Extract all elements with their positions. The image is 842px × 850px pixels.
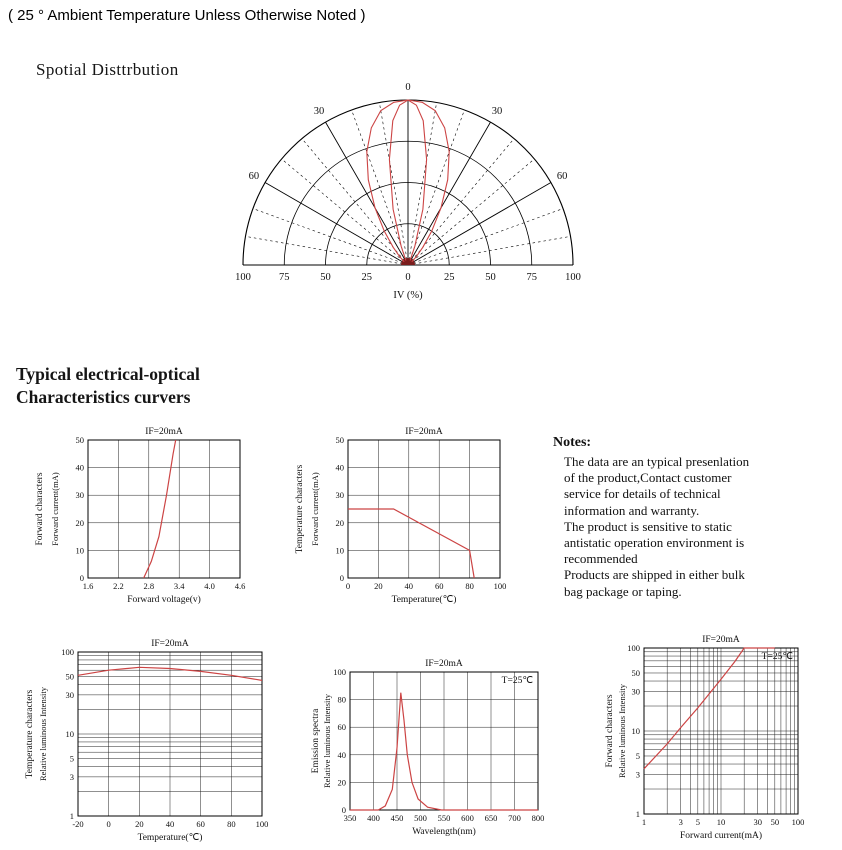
svg-text:-20: -20	[72, 819, 84, 829]
section-heading	[16, 363, 200, 409]
svg-text:0: 0	[106, 819, 111, 829]
svg-text:100: 100	[493, 581, 507, 591]
notes-line: The data are an typical presenlation	[564, 454, 750, 469]
svg-text:2.2: 2.2	[113, 581, 124, 591]
notes-title: Notes:	[553, 435, 592, 450]
svg-text:3: 3	[678, 817, 683, 827]
svg-text:20: 20	[374, 581, 383, 591]
svg-text:3.4: 3.4	[173, 581, 185, 591]
svg-text:IF=20mA: IF=20mA	[145, 427, 183, 437]
svg-text:60: 60	[556, 171, 568, 182]
svg-text:Relative luminous Intensity: Relative luminous Intensity	[322, 694, 332, 788]
svg-text:60: 60	[434, 581, 444, 591]
svg-text:30: 30	[491, 105, 503, 117]
section-heading-line2: Characteristics curvers	[16, 387, 191, 407]
notes-line: The product is sensitive to static	[564, 518, 732, 534]
svg-text:100: 100	[333, 667, 346, 677]
svg-text:4.0: 4.0	[204, 581, 215, 591]
svg-text:50: 50	[335, 435, 344, 445]
svg-text:100: 100	[627, 643, 640, 653]
emission-spectra-chart	[298, 648, 560, 848]
notes-line: antistatic operation environment is	[564, 535, 745, 551]
svg-text:Forward characters: Forward characters	[605, 694, 615, 768]
svg-text:40: 40	[404, 581, 414, 591]
svg-text:50: 50	[770, 817, 780, 827]
svg-text:600: 600	[461, 813, 474, 823]
svg-text:50: 50	[75, 435, 84, 445]
svg-text:100: 100	[255, 819, 269, 829]
svg-text:5: 5	[69, 753, 74, 764]
svg-text:Forward current(mA): Forward current(mA)	[50, 472, 60, 546]
svg-text:40: 40	[335, 462, 344, 473]
svg-text:Relative luminous Intensity: Relative luminous Intensity	[617, 684, 627, 778]
svg-text:400: 400	[367, 813, 380, 823]
svg-text:5: 5	[635, 750, 640, 761]
svg-text:80: 80	[465, 581, 474, 591]
svg-text:25: 25	[444, 272, 455, 283]
svg-text:100: 100	[565, 272, 581, 283]
svg-text:30: 30	[335, 490, 344, 501]
svg-text:20: 20	[135, 819, 144, 829]
notes-line: Products are shipped in either bulk	[564, 567, 745, 583]
svg-text:IF=20mA: IF=20mA	[151, 639, 189, 649]
svg-text:IV (%): IV (%)	[393, 290, 423, 301]
svg-text:30: 30	[631, 686, 640, 697]
notes-line: service for details of technical	[564, 486, 721, 502]
svg-text:30: 30	[65, 689, 74, 700]
svg-text:100: 100	[791, 817, 805, 827]
svg-text:T=25℃: T=25℃	[761, 652, 793, 662]
notes-line: bag package or taping.	[564, 583, 682, 599]
svg-text:60: 60	[248, 171, 260, 182]
svg-text:50: 50	[320, 272, 331, 283]
svg-text:20: 20	[75, 517, 84, 528]
svg-text:80: 80	[337, 694, 346, 705]
svg-text:Forward current(mA): Forward current(mA)	[310, 472, 320, 546]
svg-text:100: 100	[61, 647, 74, 657]
svg-text:0: 0	[339, 573, 344, 583]
svg-text:800: 800	[531, 813, 545, 823]
svg-text:IF=20mA: IF=20mA	[405, 427, 443, 437]
forward-voltage-current-chart	[28, 424, 268, 620]
svg-text:650: 650	[484, 813, 498, 823]
notes-lines	[553, 454, 841, 600]
svg-text:20: 20	[337, 777, 346, 788]
svg-text:IF=20mA: IF=20mA	[425, 659, 463, 669]
svg-text:Relative luminous Intensity: Relative luminous Intensity	[38, 687, 48, 781]
notes-line: recommended	[564, 551, 638, 567]
svg-text:IF=20mA: IF=20mA	[702, 635, 740, 645]
notes-block	[553, 435, 841, 600]
svg-text:0: 0	[79, 573, 84, 583]
svg-text:1: 1	[69, 811, 74, 821]
svg-text:4.6: 4.6	[234, 581, 246, 591]
svg-text:80: 80	[227, 819, 236, 829]
svg-text:T=25℃: T=25℃	[501, 676, 533, 686]
svg-text:0: 0	[405, 272, 411, 283]
svg-text:3: 3	[635, 769, 640, 780]
svg-text:700: 700	[508, 813, 521, 823]
svg-text:350: 350	[343, 813, 357, 823]
svg-text:Wavelength(nm): Wavelength(nm)	[412, 827, 476, 837]
svg-text:500: 500	[414, 813, 427, 823]
spatial-distribution-polar-chart	[210, 78, 610, 318]
svg-text:Temperature(℃): Temperature(℃)	[137, 833, 203, 843]
svg-text:30: 30	[313, 105, 325, 117]
notes-line: of the product,Contact customer	[564, 470, 732, 486]
svg-text:450: 450	[390, 813, 404, 823]
svg-text:100: 100	[235, 272, 251, 283]
svg-text:50: 50	[65, 671, 74, 682]
svg-text:0: 0	[341, 805, 346, 815]
svg-text:1: 1	[635, 809, 640, 819]
temperature-forward-current-chart	[288, 424, 528, 620]
svg-text:Temperature characters: Temperature characters	[25, 689, 35, 779]
svg-text:75: 75	[526, 272, 537, 283]
temperature-luminous-intensity-chart	[16, 634, 296, 846]
svg-text:10: 10	[631, 726, 640, 736]
svg-text:Forward characters: Forward characters	[35, 472, 45, 546]
svg-text:30: 30	[753, 817, 762, 827]
section-heading-line1: Typical electrical-optical	[16, 364, 200, 384]
svg-text:Forward voltage(v): Forward voltage(v)	[127, 595, 201, 605]
svg-text:60: 60	[337, 722, 346, 733]
svg-text:20: 20	[335, 517, 344, 528]
svg-text:10: 10	[75, 545, 84, 556]
forward-current-luminous-intensity-chart	[598, 628, 842, 850]
svg-text:40: 40	[75, 462, 84, 473]
svg-text:50: 50	[631, 667, 640, 678]
svg-text:25: 25	[361, 272, 372, 283]
svg-text:10: 10	[335, 545, 344, 556]
svg-text:10: 10	[65, 729, 74, 739]
svg-text:2.8: 2.8	[143, 581, 155, 591]
svg-text:5: 5	[695, 817, 700, 827]
spatial-distribution-heading: Spotial Disttrbution	[36, 60, 179, 79]
svg-text:550: 550	[437, 813, 451, 823]
svg-text:Forward current(mA): Forward current(mA)	[679, 831, 763, 841]
svg-text:0: 0	[345, 581, 351, 591]
svg-text:40: 40	[337, 749, 346, 760]
svg-text:Emission spectra: Emission spectra	[311, 708, 321, 774]
svg-text:1.6: 1.6	[82, 581, 94, 591]
ambient-temperature-note: ( 25 ° Ambient Temperature Unless Otherwise Noted )	[8, 7, 366, 24]
svg-text:30: 30	[75, 490, 84, 501]
svg-text:10: 10	[716, 817, 726, 827]
svg-text:60: 60	[196, 819, 205, 829]
svg-text:50: 50	[485, 272, 496, 283]
svg-text:75: 75	[279, 272, 290, 283]
svg-text:Temperature characters: Temperature characters	[295, 464, 305, 554]
svg-text:Temperature(℃): Temperature(℃)	[391, 595, 457, 605]
svg-text:40: 40	[165, 819, 175, 829]
svg-text:1: 1	[641, 817, 647, 827]
svg-text:3: 3	[69, 771, 74, 782]
notes-line: information and warranty.	[564, 502, 700, 518]
svg-text:0: 0	[405, 82, 411, 93]
